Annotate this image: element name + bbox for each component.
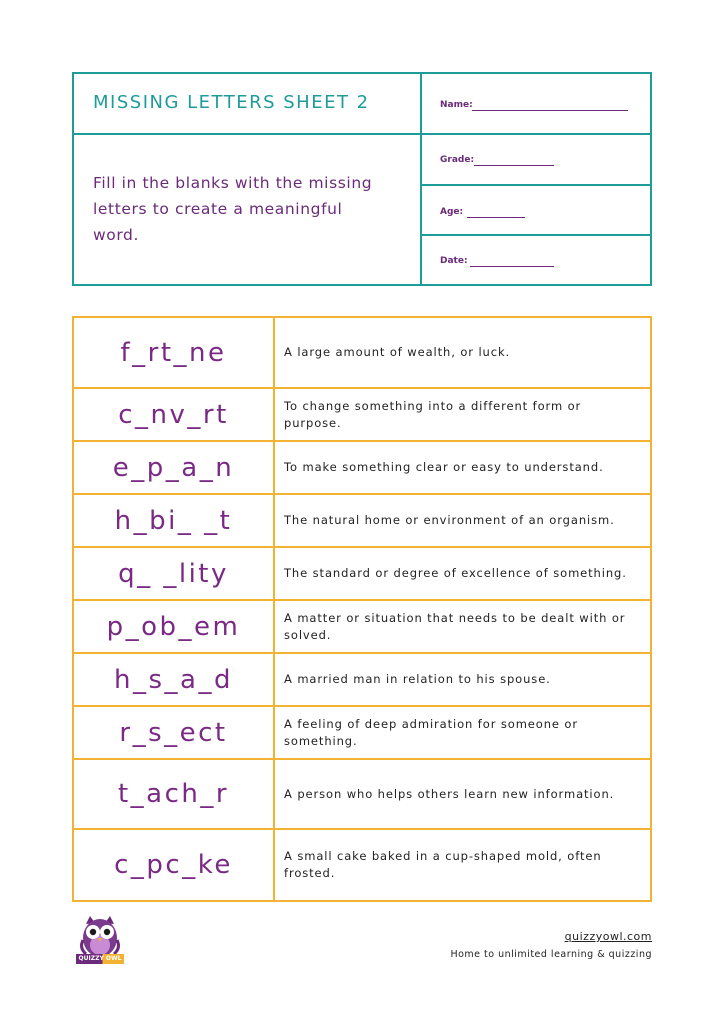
table-row — [74, 830, 650, 900]
word-cell: r_s_ect — [74, 707, 275, 758]
grade-line — [474, 165, 554, 166]
name-line — [472, 110, 628, 111]
definition-cell: A large amount of wealth, or luck. — [284, 345, 511, 359]
definition-cell: A feeling of deep admiration for someone or something. — [284, 716, 578, 748]
word-cell: e_p_a_n — [74, 442, 275, 493]
word-cell: t_ach_r — [74, 760, 275, 828]
worksheet-title: MISSING LETTERS SHEET 2 — [93, 92, 370, 113]
word-cell: c_pc_ke — [74, 830, 275, 900]
instructions-cell — [74, 135, 422, 284]
definition-cell: To make something clear or easy to understand. — [284, 460, 604, 474]
definition-cell: A married man in relation to his spouse. — [284, 672, 551, 686]
site-tagline: Home to unlimited learning & quizzing — [450, 949, 652, 960]
grade-field[interactable] — [422, 135, 650, 186]
word-cell: f_rt_ne — [74, 318, 275, 387]
table-row — [74, 389, 650, 442]
student-info-panel — [422, 74, 650, 284]
definition-cell: A matter or situation that needs to be dealt with or solved. — [284, 610, 626, 642]
name-field[interactable] — [422, 74, 650, 135]
word-cell: c_nv_rt — [74, 389, 275, 440]
word-cell: p_ob_em — [74, 601, 275, 652]
table-row — [74, 601, 650, 654]
definition-cell: The natural home or environment of an organism. — [284, 513, 615, 527]
instructions-text: Fill in the blanks with the missing letters to create a meaningful word. — [93, 174, 373, 244]
worksheet-header — [72, 72, 652, 286]
name-label: Name: — [440, 100, 473, 110]
table-row — [74, 495, 650, 548]
missing-letters-table — [72, 316, 652, 902]
date-field[interactable] — [422, 236, 650, 284]
table-row — [74, 318, 650, 389]
word-cell: h_bi_ _t — [74, 495, 275, 546]
definition-cell: The standard or degree of excellence of something. — [284, 566, 627, 580]
table-row — [74, 707, 650, 760]
age-label: Age: — [440, 207, 464, 217]
word-cell: h_s_a_d — [74, 654, 275, 705]
table-row — [74, 760, 650, 830]
age-field[interactable] — [422, 186, 650, 236]
word-cell: q_ _lity — [74, 548, 275, 599]
site-link[interactable]: quizzyowl.com — [564, 930, 652, 943]
logo-wordmark: QUIZZY OWL — [76, 954, 124, 964]
definition-cell: A small cake baked in a cup-shaped mold, often frosted. — [284, 849, 602, 880]
table-row — [74, 654, 650, 707]
grade-label: Grade: — [440, 155, 475, 165]
date-line — [470, 266, 554, 267]
definition-cell: A person who helps others learn new information. — [284, 786, 615, 801]
definition-cell: To change something into a different form or purpose. — [284, 398, 582, 430]
table-row — [74, 442, 650, 495]
date-label: Date: — [440, 256, 468, 266]
title-cell — [74, 74, 422, 135]
table-row — [74, 548, 650, 601]
age-line — [467, 217, 525, 218]
